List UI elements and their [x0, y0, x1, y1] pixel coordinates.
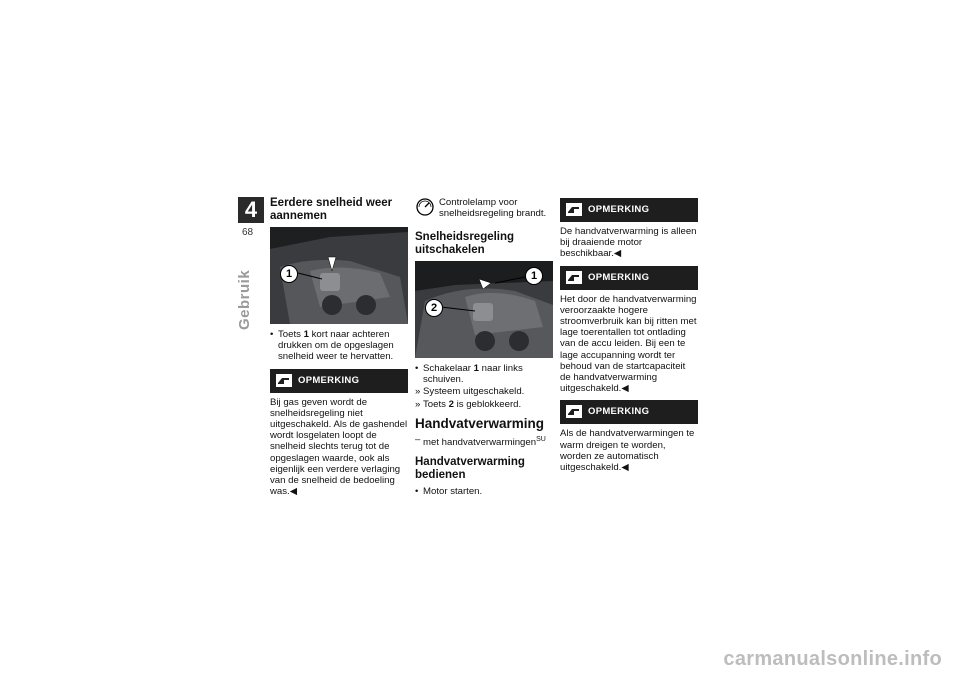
note-label: OPMERKING: [298, 374, 360, 386]
note-text: Bij gas geven wordt de snelheidsregeling niet uitgeschakeld. Als de gashendel wordt losgelaten loopt de snelheid slechts terug tot de opgeslagen waarde, ook als eigenlijk een verdere verlaging van de snelheid de bedoeling was.◀: [270, 396, 408, 498]
column-1: [270, 197, 408, 500]
result-line: » Toets 2 is geblokkeerd.: [415, 398, 522, 410]
cruise-control-lamp-icon: [415, 197, 435, 217]
section-heading: Handvatverwarming bedienen: [415, 456, 525, 482]
note-box: [560, 266, 698, 290]
photo-callout-1: 1: [280, 265, 298, 283]
result-line: » Systeem uitgeschakeld.: [415, 386, 525, 398]
note-box: [270, 369, 408, 393]
hand-note-icon: [566, 405, 582, 418]
instruction-step: • Motor starten.: [415, 486, 483, 498]
main-heading: Handvatverwarming: [415, 415, 545, 431]
end-marker: ◀: [613, 248, 622, 260]
note-text: De handvatverwarming is alleen bij draaiende motor beschikbaar.◀: [560, 226, 697, 260]
control-lamp-text: Controlelamp voor snelheidsregeling brandt.: [439, 197, 547, 220]
note-box: [560, 198, 698, 222]
column-2: [415, 197, 553, 498]
option-code: SU: [536, 435, 546, 443]
option-line: – met handvatverwarmingen$^{SU}$: [415, 433, 546, 448]
page-number: 68: [242, 227, 254, 238]
handlebar-photo: [270, 227, 408, 324]
option-marker: –: [415, 433, 421, 445]
control-lamp-row: [415, 197, 553, 225]
watermark: carmanualsonline.info: [723, 648, 942, 670]
handlebar-photo-2: [415, 261, 553, 358]
photo-callout-2: 2: [425, 299, 443, 317]
end-marker: ◀: [621, 383, 629, 395]
photo-callout-1: 1: [525, 267, 543, 285]
section-heading: Snelheidsregeling uitschakelen: [415, 231, 515, 256]
note-text: Het door de handvatverwarming veroorzaakte hogere stroomverbruik kan bij ritten met lage toerentallen tot ontlading van de accu leiden. Bij een te lage accupanning wordt ter behoud van de startcapaciteit de handvatverwarming uitgeschakeld.◀: [560, 293, 697, 395]
end-marker: ◀: [621, 462, 629, 474]
bullet-marker: •: [415, 486, 419, 498]
result-marker: »: [415, 398, 421, 410]
section-heading: Eerdere snelheid weer aannemen: [270, 197, 393, 222]
bullet-marker: •: [415, 363, 419, 374]
end-marker: ◀: [289, 486, 298, 498]
result-marker: »: [415, 386, 421, 398]
hand-note-icon: [566, 271, 582, 284]
note-label: OPMERKING: [588, 271, 650, 283]
hand-note-icon: [566, 203, 582, 216]
instruction-step: • Schakelaar 1 naar links schuiven.: [415, 363, 523, 386]
note-label: OPMERKING: [588, 204, 650, 215]
note-label: OPMERKING: [588, 406, 650, 418]
chapter-number: 4: [238, 197, 264, 223]
column-3: [560, 193, 698, 476]
bullet-marker: •: [270, 329, 274, 340]
hand-note-icon: [276, 374, 292, 387]
note-text: Als de handvatverwarmingen te warm dreigen te worden, worden ze automatisch uitgeschakeld.◀: [560, 428, 695, 474]
chapter-title: Gebruik: [236, 269, 253, 330]
instruction-step: • Toets 1 kort naar achteren drukken om de opgeslagen snelheid weer te hervatten.: [270, 329, 394, 363]
note-box: [560, 400, 698, 424]
